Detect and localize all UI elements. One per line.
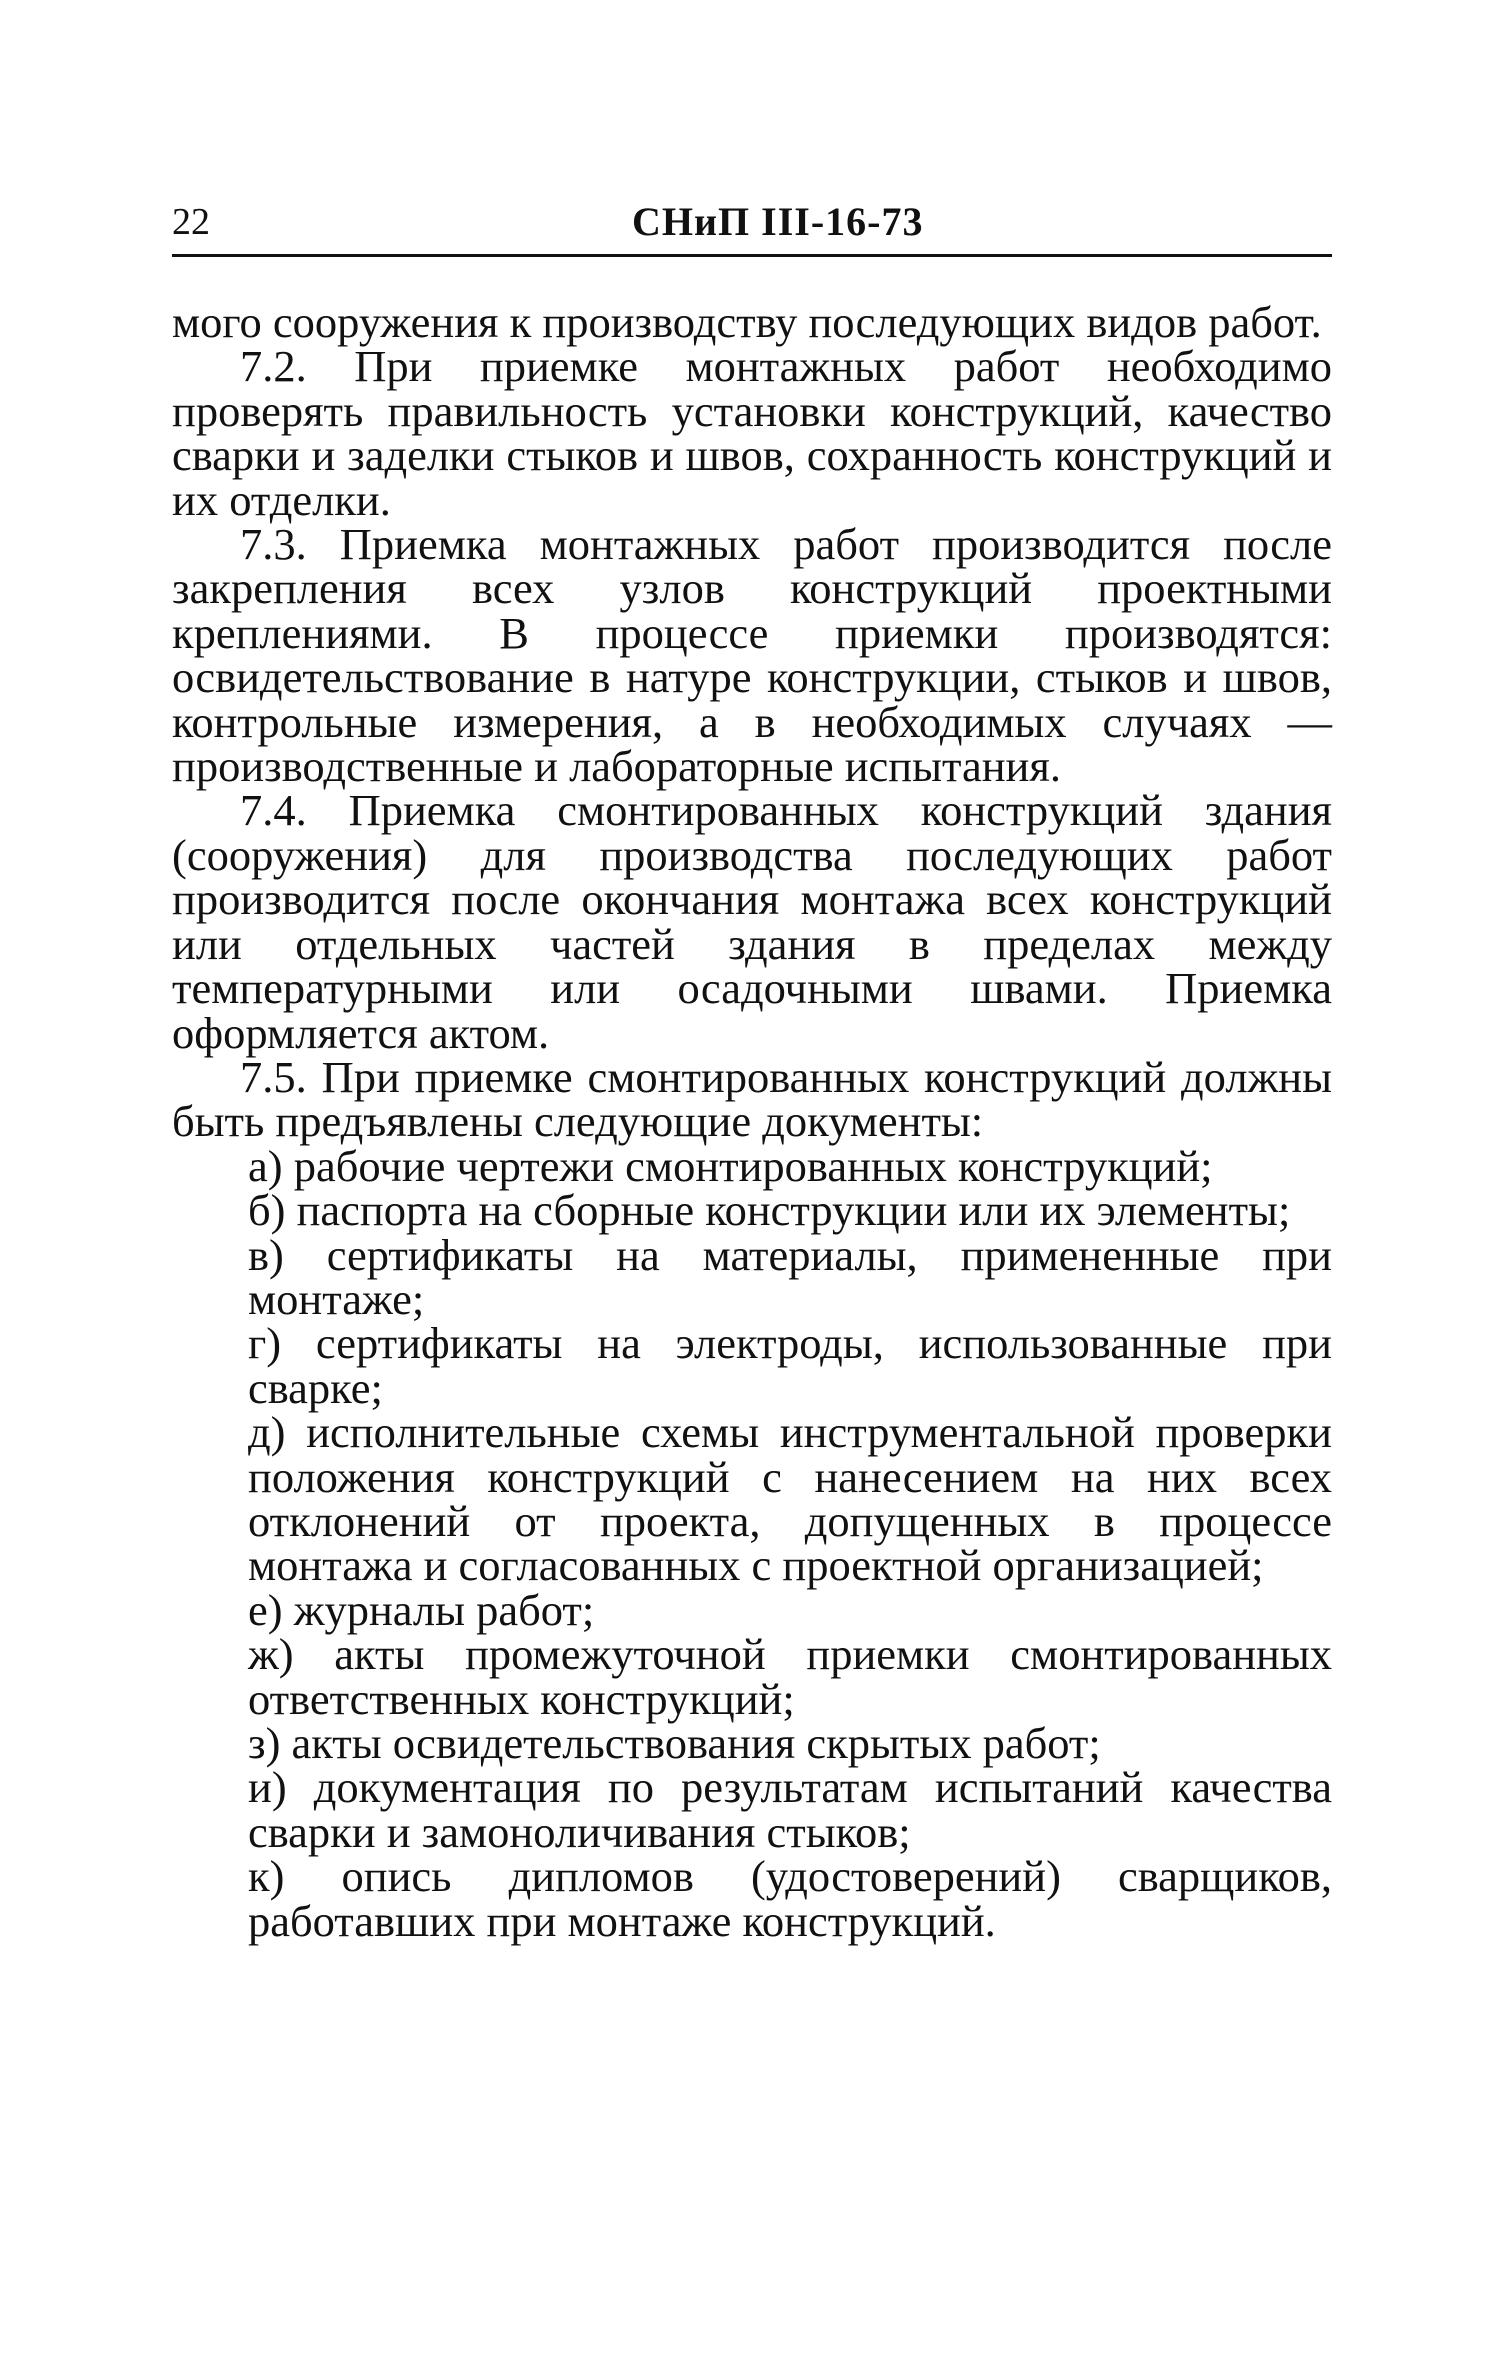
list-item-g: г) сертификаты на электроды, использованные при сварке; [248, 1318, 1332, 1413]
list-item-k: к) опись дипломов (удостоверений) сварщиков, работавших при монтаже конструкций. [248, 1851, 1332, 1946]
page-header [172, 190, 1332, 250]
paragraph-7-3: 7.3. Приемка монтажных работ производится после закрепления всех узлов конструкций проектными креплениями. В процессе приемки производятся: освидетельствование в натуре конструкции, стыков и швов, контрольные измерения, а в необходимых случаях — производственные и лабораторные испытания. [172, 519, 1332, 792]
paragraph-7-5: 7.5. При приемке смонтированных конструкций должны быть предъявлены следующие документы: [172, 1051, 1332, 1147]
paragraph-7-2: 7.2. При приемке монтажных работ необходимо проверять правильность установки конструкций, качество сварки и заделки стыков и швов, сохранность конструкций и их отделки. [172, 341, 1332, 525]
list-item-b: б) паспорта на сборные конструкции или их элементы; [248, 1185, 1291, 1236]
paragraph-7-4: 7.4. Приемка смонтированных конструкций здания (сооружения) для производства последующих работ производится после окончания монтажа всех конструкций или отдельных частей здания в пределах между температурными или осадочными швами. Приемка оформляется актом. [172, 785, 1332, 1058]
document-code: СНиП III-16-73 [632, 199, 924, 244]
list-item-v: в) сертификаты на материалы, примененные при монтаже; [248, 1229, 1332, 1324]
header-rule [172, 254, 1332, 257]
list-item-a: а) рабочие чертежи смонтированных конструкций; [248, 1140, 1213, 1191]
list-item-e: е) журналы работ; [248, 1584, 595, 1635]
list-item-zh: ж) акты промежуточной приемки смонтированных ответственных конструкций; [248, 1629, 1332, 1724]
page-number: 22 [172, 201, 210, 243]
intro-paragraph: мого сооружения к производству последующих видов работ. [172, 297, 1322, 347]
page-body [172, 297, 1332, 1946]
list-item-d: д) исполнительные схемы инструментальной проверки положения конструкций с нанесением на них всех отклонений от проекта, допущенных в процессе монтажа и согласованных с проектной организацией; [248, 1407, 1332, 1591]
list-item-i: и) документация по результатам испытаний качества сварки и замоноличивания стыков; [248, 1762, 1332, 1857]
list-item-z: з) акты освидетельствования скрытых работ; [248, 1718, 1101, 1768]
documents-list [172, 1140, 1332, 1946]
